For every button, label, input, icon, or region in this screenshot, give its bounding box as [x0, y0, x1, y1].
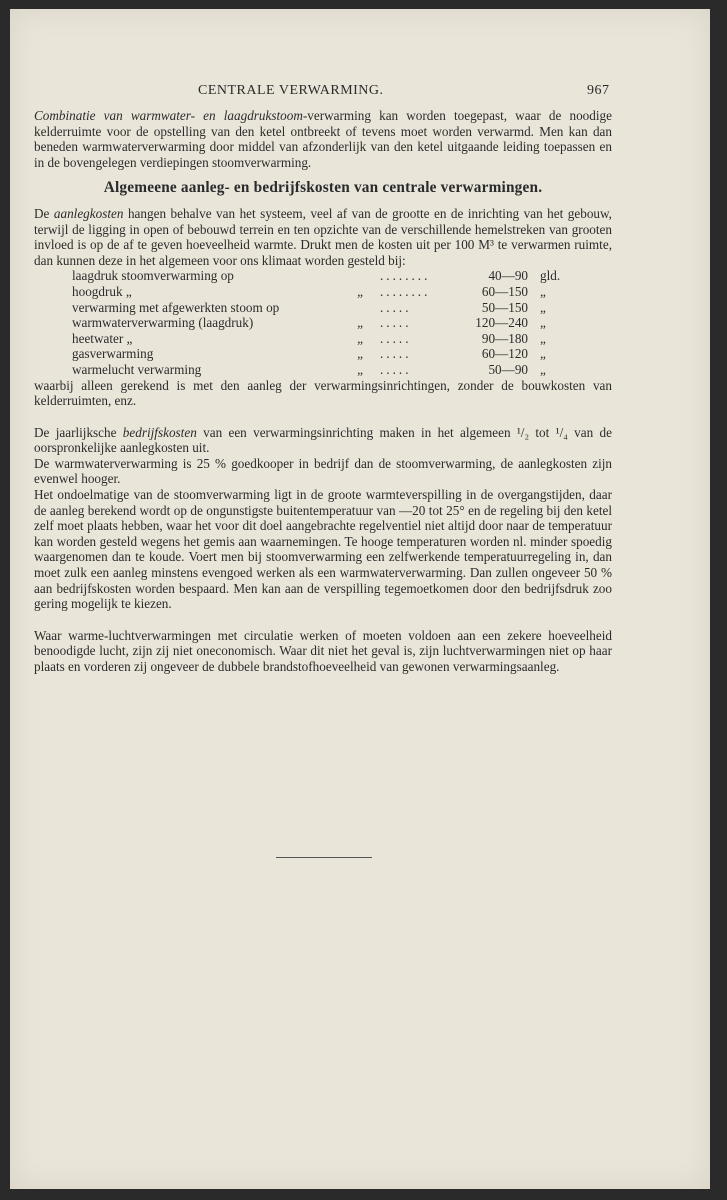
leader-dots: ........: [380, 283, 431, 299]
cost-row: [72, 315, 602, 331]
leader-dots: .....: [380, 315, 412, 331]
warmwater-paragraph: De warmwaterverwarming is 25 % goedkooper in bedrijf dan de stoomverwarming, de aanlegkosten zijn evenwel hooger.: [34, 455, 612, 487]
closing-rule: [276, 857, 372, 858]
costs-paragraph-start: De: [34, 205, 54, 221]
book-page: [10, 9, 710, 1189]
costs-note: waarbij alleen gerekend is met den aanleg der verwarmingsinrichtingen, zonder de bouwkosten van kelderruimten, enz.: [34, 377, 612, 409]
leader-dots: .....: [380, 299, 412, 315]
cost-row: [72, 300, 602, 316]
cost-value: 50—150: [481, 299, 528, 315]
ditto-mark: „: [357, 315, 363, 331]
cost-unit: „: [540, 361, 546, 377]
cost-value: 60—120: [481, 346, 528, 362]
cost-row: [72, 362, 602, 378]
cost-label: heetwater „: [72, 330, 133, 346]
cost-row: [72, 268, 602, 284]
running-title: CENTRALE VERWARMING.: [198, 83, 384, 98]
cost-unit: „: [540, 330, 546, 346]
leader-dots: .....: [380, 346, 412, 362]
steam-inefficiency-paragraph: Het ondoelmatige van de stoomverwarming ligt in de groote warmteverspilling in de overgangstijden, daar de aanleg berekend wordt op de ongunstigste buitentemperatuur van —20 tot 25° en de regeling bij den ketel zelf moet plaats hebben, waar het voor dit doel aangebrachte regelventiel niet altijd door naar de temperatuur kan worden gesteld wegens het gemis aan waarnemingen. Te hooge temperaturen worden nl. minder spoedig waargenomen dan te koude. Voert men bij stoomverwarming een zelfwerkende temperatuurregeling in, dan moet zulk een aanleg minstens evengoed werken als een warmwaterverwarming. Dan zullen ongeveer 50 % aan bedrijfskosten worden bespaard. Men kan aan de verspilling tegemoetkomen door den bedrijfsdruk zoo gering mogelijk te kiezen.: [34, 487, 612, 612]
costs-paragraph-text: hangen behalve van het systeem, veel af van de grootte en de inrichting van het gebouw, terwijl de ligging in open of bebouwd terrein en ten opzichte van de verschillende hemelstreken van grooten invloed is op de af te geven hoeveelheid warmte. Drukt men de kosten uit per 100 M³ te verwarmen ruimte, dan kunnen deze in het algemeen voor ons klimaat worden gesteld bij:: [34, 205, 612, 268]
ditto-mark: [340, 268, 380, 284]
intro-text: -verwarming kan worden toegepast, waar de noodige kelderruimte voor de opstelling van den ketel ontbreekt of tevens moet worden verwarmd. Men kan dan beneden warmwaterverwarming door middel van afzonderlijk van den ketel uitgaande leiding toepassen en in de bovengelegen verdiepingen stoomverwarming.: [34, 108, 612, 170]
operating-costs-paragraph: [34, 425, 612, 456]
cost-value: 60—150: [481, 283, 528, 299]
cost-label: laagdruk stoomverwarming op: [72, 268, 234, 284]
cost-unit: gld.: [540, 268, 561, 284]
cost-unit: „: [540, 346, 546, 362]
cost-unit: „: [540, 283, 546, 299]
cost-value: 40—90: [488, 268, 528, 284]
section-heading: Algemeene aanleg- en bedrijfskosten van centrale verwarmingen.: [103, 179, 543, 197]
cost-label: hoogdruk „: [72, 283, 132, 299]
intro-paragraph: [34, 108, 612, 170]
operating-term: bedrijfskosten: [122, 424, 197, 440]
cost-value: 120—240: [475, 315, 528, 331]
air-heating-paragraph: Waar warme-luchtverwarmingen met circulatie werken of moeten voldoen aan een zekere hoeveelheid benoodigde lucht, zijn zij niet oneconomisch. Waar dit niet het geval is, zijn luchtverwarmingen niet op haar plaats en vorderen zij ongeveer de dubbele brandstofhoeveelheid van gewonen verwarmingsaanleg.: [34, 627, 612, 674]
cost-row: [72, 331, 602, 347]
page-body: [34, 108, 612, 675]
cost-value: 90—180: [481, 330, 528, 346]
cost-label: gasverwarming: [72, 346, 154, 362]
page-number: 967: [587, 83, 610, 98]
cost-label: warmwaterverwarming (laagdruk): [72, 315, 254, 331]
costs-term: aanlegkosten: [53, 205, 124, 221]
operating-start: De jaarlijksche: [34, 424, 123, 440]
leader-dots: .....: [380, 330, 412, 346]
cost-label: warmelucht verwarming: [72, 361, 202, 377]
cost-unit: „: [540, 315, 546, 331]
operating-text: van een verwarmingsinrichting maken in het algemeen ¹/₂ tot ¹/₄ van de oorspronkelijke aanlegkosten uit.: [34, 424, 612, 456]
cost-value: 50—90: [488, 361, 528, 377]
leader-dots: ........: [380, 268, 431, 284]
cost-label: verwarming met afgewerkten stoom op: [72, 299, 280, 315]
costs-paragraph: [34, 206, 612, 268]
cost-table: [72, 268, 602, 377]
ditto-mark: „: [357, 283, 363, 299]
cost-row: [72, 346, 602, 362]
leader-dots: .....: [380, 361, 412, 377]
ditto-mark: „: [357, 361, 363, 377]
cost-unit: „: [540, 299, 546, 315]
ditto-mark: „: [357, 330, 363, 346]
cost-row: [72, 284, 602, 300]
ditto-mark: [340, 300, 380, 316]
intro-lead: Combinatie van warmwater- en laagdrukstoom: [34, 108, 303, 123]
ditto-mark: „: [357, 346, 363, 362]
